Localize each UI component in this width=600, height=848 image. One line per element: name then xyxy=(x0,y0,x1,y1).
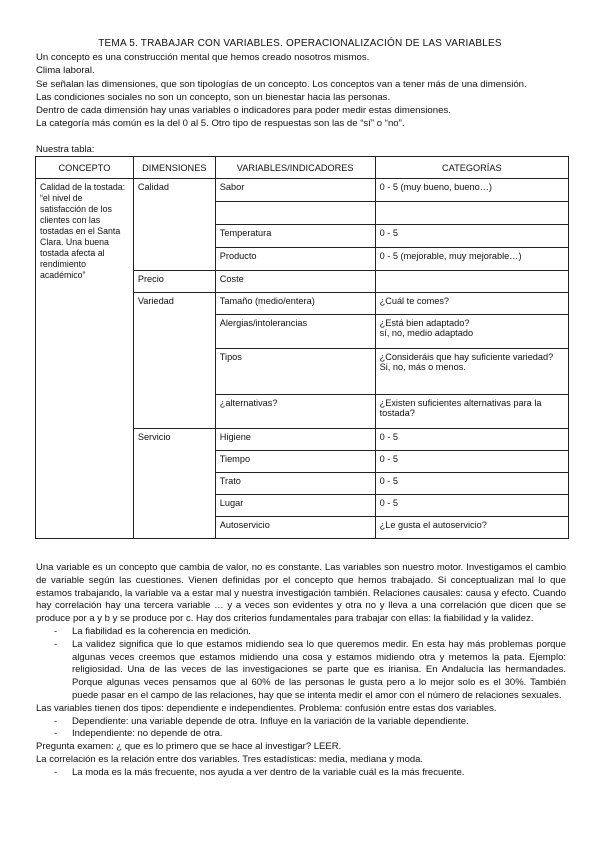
category-cell xyxy=(375,349,568,395)
category-cell: 0 - 5 xyxy=(375,451,568,473)
variable-cell: Coste xyxy=(215,271,375,293)
variable-cell: Temperatura xyxy=(215,225,375,248)
list-item: - La fiabilidad es la coherencia en medición. xyxy=(36,626,566,639)
table-caption: Nuestra tabla: xyxy=(36,143,95,154)
exam-question-line: Pregunta examen: ¿ que es lo primero que se hace al investigar? LEER. xyxy=(36,741,342,753)
variable-cell: ¿alternativas? xyxy=(215,395,375,429)
criteria-list xyxy=(36,626,566,703)
intro-line: Las condiciones sociales no son un concepto, son un bienestar hacia las personas. xyxy=(36,91,391,103)
category-cell xyxy=(375,271,568,293)
header-variables: VARIABLES/INDICADORES xyxy=(215,157,375,179)
dimension-cell: Calidad xyxy=(133,179,215,271)
page-title: TEMA 5. TRABAJAR CON VARIABLES. OPERACIONALIZACIÓN DE LAS VARIABLES xyxy=(98,38,502,49)
dimension-cell: Precio xyxy=(133,271,215,293)
category-cell: ¿Existen suficientes alternativas para la tostada? xyxy=(375,395,568,429)
category-cell: ¿Cuál te comes? xyxy=(375,293,568,315)
category-cell: 0 - 5 xyxy=(375,495,568,517)
table-row xyxy=(36,179,569,202)
header-categorias: CATEGORÍAS xyxy=(375,157,568,179)
variable-cell: Producto xyxy=(215,248,375,271)
statistics-list xyxy=(36,767,566,780)
variable-cell: Tiempo xyxy=(215,451,375,473)
header-concepto: CONCEPTO xyxy=(36,157,134,179)
variable-cell: Sabor xyxy=(215,179,375,202)
paragraph-variables: Una variable es un concepto que cambia de valor, no es constante. Las variables son nuestro motor. Investigamos el cambio de variable según las cuestiones. Vienen definidas por el concepto que hemos trabajado. Si conceptualizan mal lo que estamos trabajando, la variable va a estar mal y nuestra investigación también. Relaciones causales: causa y efecto. Cuando hay correlación hay una tercera variable … y a veces son evidentes y otra no y lleva a una correlación que dicen que se produce por a y b y se produce por c. Hay dos criterios fundamentales para trabajar con ellas: la fiabilidad y la validez. xyxy=(36,562,566,625)
variable-cell: Lugar xyxy=(215,495,375,517)
category-cell: 0 - 5 xyxy=(375,473,568,495)
correlation-line: La correlación es la relación entre dos variables. Tres estadísticas: media, mediana y moda. xyxy=(36,753,424,765)
intro-section xyxy=(36,51,576,131)
list-item: - Independiente: no depende de otra. xyxy=(36,728,566,741)
list-item: - La moda es la más frecuente, nos ayuda a ver dentro de la variable cuál es la más frecuente. xyxy=(36,767,566,780)
variable-cell xyxy=(215,202,375,225)
header-dimensiones: DIMENSIONES xyxy=(133,157,215,179)
variable-cell: Trato xyxy=(215,473,375,495)
category-cell xyxy=(375,315,568,349)
category-question: ¿Consideráis que hay suficiente variedad? Si, no, más o menos. xyxy=(379,352,554,372)
list-item: - La validez significa que lo que estamos midiendo sea lo que queremos medir. En esta hay más problemas porque algunas veces creemos que estamos midiendo una cosa y estamos midiendo otra y metemos la pata. Ejemplo: religiosidad. Una de las veces de las investigaciones se parte que es irianisa. En Andalucía las hermandades. Porque algunas veces pensamos que al 60% de las personas le gusta pero a lo mejor solo es el 30%. También puede pasar en el campo de las relaciones, hay que se intenta medir el amor con el número de relaciones sexuales. xyxy=(36,639,566,703)
category-cell: 0 - 5 xyxy=(375,225,568,248)
body-section xyxy=(36,562,566,780)
dimension-cell: Variedad xyxy=(133,293,215,429)
category-cell: 0 - 5 (mejorable, muy mejorable…) xyxy=(375,248,568,271)
variable-cell: Tipos xyxy=(215,349,375,395)
category-question: ¿Está bien adaptado? sí, no, medio adaptado xyxy=(379,318,474,338)
category-cell: 0 - 5 (muy bueno, bueno…) xyxy=(375,179,568,202)
variable-cell: Higiene xyxy=(215,429,375,451)
variable-cell: Alergias/intolerancias xyxy=(215,315,375,349)
intro-line: La categoría más común es la del 0 al 5. Otro tipo de respuestas son las de “sí” o “no”. xyxy=(36,118,405,130)
category-cell: 0 - 5 xyxy=(375,429,568,451)
intro-line: Dentro de cada dimensión hay unas variables o indicadores para poder medir estas dimensiones. xyxy=(36,105,451,117)
list-item: - Dependiente: una variable depende de otra. Influye en la variación de la variable dependiente. xyxy=(36,716,566,729)
variable-types-list xyxy=(36,716,566,742)
category-cell xyxy=(375,202,568,225)
table-header-row xyxy=(36,157,569,179)
variables-table xyxy=(35,156,569,539)
category-cell: ¿Le gusta el autoservicio? xyxy=(375,517,568,539)
intro-line: Clima laboral. xyxy=(36,65,95,77)
dimension-cell: Servicio xyxy=(133,429,215,539)
intro-line: Un concepto es una construcción mental que hemos creado nosotros mismos. xyxy=(36,52,370,63)
intro-line: Se señalan las dimensiones, que son tipologías de un concepto. Los conceptos van a tener más de una dimensión. xyxy=(36,78,527,90)
variable-cell: Tamaño (medio/entera) xyxy=(215,293,375,315)
variable-types-line: Las variables tienen dos tipos: dependiente e independientes. Problema: confusión entre estas dos variables. xyxy=(36,702,497,714)
concept-cell: Calidad de la tostada: “el nivel de satisfacción de los clientes con las tostadas en el Santa Clara. Una buena tostada afecta al rendimiento académico” xyxy=(36,179,134,539)
variable-cell: Autoservicio xyxy=(215,517,375,539)
